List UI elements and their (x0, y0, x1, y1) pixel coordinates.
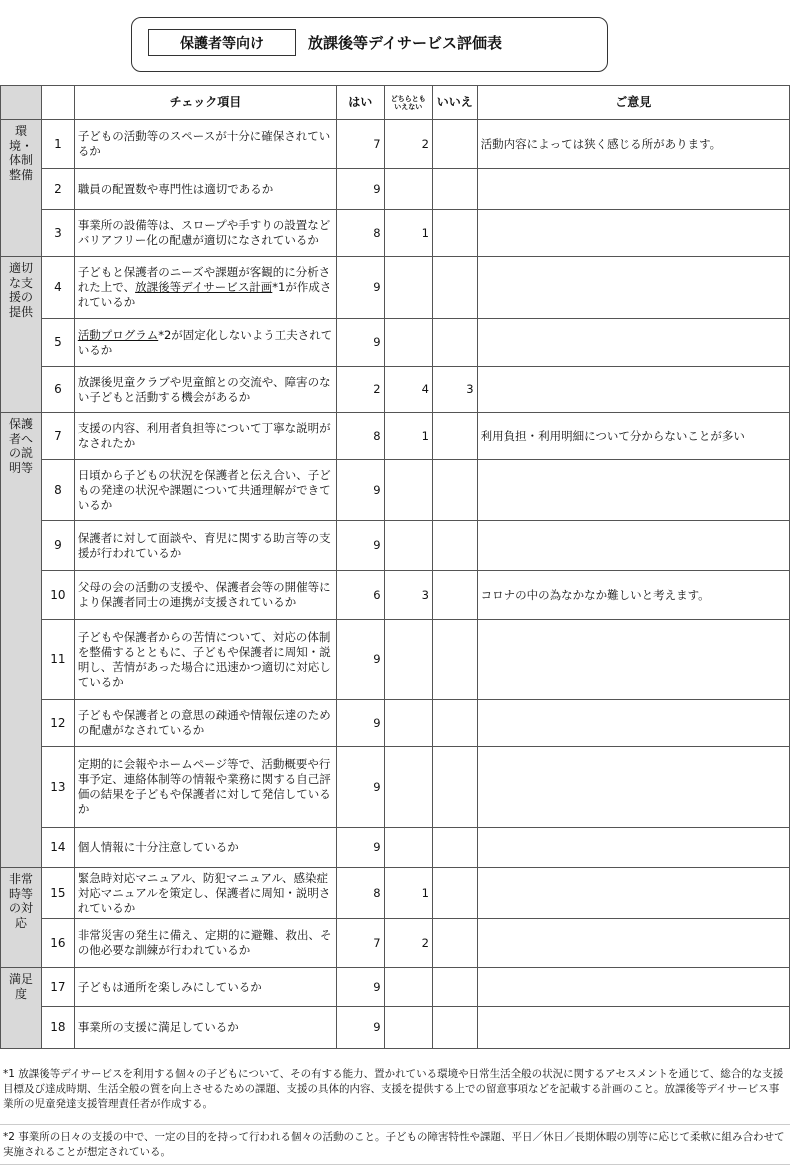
row-number: 5 (42, 319, 75, 367)
neither-count (384, 169, 432, 210)
check-item-text: 子どもの活動等のスペースが十分に確保されているか (74, 120, 336, 169)
opinion-text (477, 1007, 789, 1049)
neither-count (384, 460, 432, 521)
no-count (433, 868, 478, 919)
opinion-text: コロナの中の為なかなか難しいと考えます。 (477, 571, 789, 620)
page-title: 放課後等デイサービス評価表 (308, 34, 502, 52)
row-number: 18 (42, 1007, 75, 1049)
row-number: 9 (42, 521, 75, 571)
table-row (1, 210, 790, 257)
yes-count: 9 (337, 700, 385, 747)
check-item-text: 事業所の支援に満足しているか (74, 1007, 336, 1049)
check-item-text (74, 319, 336, 367)
no-count (433, 210, 478, 257)
row-number: 6 (42, 367, 75, 413)
no-count (433, 1007, 478, 1049)
opinion-text (477, 968, 789, 1007)
evaluation-table (0, 85, 790, 1049)
check-item-text-part: *2が固定化しないよう工夫されているか (77, 327, 333, 357)
no-count: 3 (433, 367, 478, 413)
table-row (1, 521, 790, 571)
check-item-text-part: *1が作成されているか (77, 280, 332, 309)
no-count (433, 747, 478, 828)
footnote-2: *2 事業所の日々の支援の中で、一定の目的を持って行われる個々の活動のこと。子どもの障害特性や課題、平日／休日／長期休暇の別等に応じて柔軟に組み合わせて実施されることが想定されている。 (0, 1125, 790, 1165)
row-number: 11 (42, 620, 75, 700)
yes-count: 9 (337, 460, 385, 521)
yes-count: 9 (337, 968, 385, 1007)
table-row (1, 868, 790, 919)
table-row (1, 571, 790, 620)
check-item-text: 保護者に対して面談や、育児に関する助言等の支援が行われているか (74, 521, 336, 571)
category-header (1, 86, 42, 120)
check-item-text: 非常災害の発生に備え、定期的に避難、救出、その他必要な訓練が行われているか (74, 919, 336, 968)
table-row (1, 120, 790, 169)
yes-count: 9 (337, 521, 385, 571)
no-count (433, 169, 478, 210)
no-count (433, 828, 478, 868)
category-label: 保護者への説明等 (1, 413, 42, 868)
row-number: 10 (42, 571, 75, 620)
opinion-text (477, 919, 789, 968)
neither-count: 3 (384, 571, 432, 620)
yes-count: 9 (337, 747, 385, 828)
yes-count: 9 (337, 169, 385, 210)
yes-count: 7 (337, 120, 385, 169)
opinion-text (477, 747, 789, 828)
row-number: 8 (42, 460, 75, 521)
yes-count: 7 (337, 919, 385, 968)
opinion-header: ご意見 (477, 86, 789, 120)
footnote-1: *1 放課後等デイサービスを利用する個々の子どもについて、その有する能力、置かれている環境や日常生活全般の状況に関するアセスメントを通じて、総合的な支援目標及び達成時期、生活全般の質を向上させるための課題、支援の具体的内容、支援を提供する上での留意事項などを記載する計画のこと。放課後等デイサービス事業所の児童発達支援管理責任者が作成する。 (0, 1062, 790, 1125)
opinion-text: 活動内容によっては狭く感じる所があります。 (477, 120, 789, 169)
audience-badge: 保護者等向け (148, 29, 296, 56)
yes-header: はい (337, 86, 385, 120)
neither-count (384, 700, 432, 747)
category-label: 満足度 (1, 968, 42, 1049)
table-row (1, 700, 790, 747)
no-count (433, 700, 478, 747)
opinion-text (477, 521, 789, 571)
table-row (1, 620, 790, 700)
check-item-header: チェック項目 (74, 86, 336, 120)
neither-count: 1 (384, 413, 432, 460)
table-row (1, 169, 790, 210)
check-item-text: 日頃から子どもの状況を保護者と伝え合い、子どもの発達の状況や課題について共通理解ができているか (74, 460, 336, 521)
opinion-text (477, 868, 789, 919)
opinion-text (477, 367, 789, 413)
table-row (1, 828, 790, 868)
check-item-text: 事業所の設備等は、スロープや手すりの設置などバリアフリー化の配慮が適切になされているか (74, 210, 336, 257)
row-number: 17 (42, 968, 75, 1007)
check-item-text: 子どもや保護者からの苦情について、対応の体制を整備するとともに、子どもや保護者に周知・説明し、苦情があった場合に迅速かつ適切に対応しているか (74, 620, 336, 700)
neither-count (384, 521, 432, 571)
neither-count (384, 747, 432, 828)
neither-count (384, 319, 432, 367)
row-number: 3 (42, 210, 75, 257)
opinion-text: 利用負担・利用明細について分からないことが多い (477, 413, 789, 460)
check-item-text: 緊急時対応マニュアル、防犯マニュアル、感染症対応マニュアルを策定し、保護者に周知・説明されているか (74, 868, 336, 919)
category-label: 非常時等の対応 (1, 868, 42, 968)
table-row (1, 1007, 790, 1049)
table-row (1, 413, 790, 460)
neither-count (384, 828, 432, 868)
yes-count: 8 (337, 868, 385, 919)
check-item-text: 放課後児童クラブや児童館との交流や、障害のない子どもと活動する機会があるか (74, 367, 336, 413)
opinion-text (477, 169, 789, 210)
footnotes (0, 1062, 790, 1165)
no-count (433, 919, 478, 968)
row-number: 15 (42, 868, 75, 919)
table-row (1, 319, 790, 367)
no-header: いいえ (433, 86, 478, 120)
no-count (433, 460, 478, 521)
check-item-text: 職員の配置数や専門性は適切であるか (74, 169, 336, 210)
defined-term: 放課後等デイサービス計画 (135, 280, 273, 294)
row-number: 1 (42, 120, 75, 169)
no-count (433, 413, 478, 460)
yes-count: 8 (337, 413, 385, 460)
neither-count: 2 (384, 919, 432, 968)
table-row (1, 257, 790, 319)
neither-count (384, 620, 432, 700)
opinion-text (477, 460, 789, 521)
row-number: 14 (42, 828, 75, 868)
defined-term: 活動プログラム (77, 327, 159, 342)
neither-count (384, 968, 432, 1007)
neither-count (384, 257, 432, 319)
yes-count: 9 (337, 1007, 385, 1049)
table-row (1, 968, 790, 1007)
opinion-text (477, 319, 789, 367)
check-item-text: 子どもは通所を楽しみにしているか (74, 968, 336, 1007)
yes-count: 9 (337, 319, 385, 367)
check-item-text-part: 子どもと保護者のニーズや課題が客観的に分析された上で、 (77, 265, 331, 294)
neither-count: 1 (384, 210, 432, 257)
yes-count: 8 (337, 210, 385, 257)
check-item-text: 父母の会の活動の支援や、保護者会等の開催等により保護者同士の連携が支援されているか (74, 571, 336, 620)
table-row (1, 367, 790, 413)
check-item-text: 子どもや保護者との意思の疎通や情報伝達のための配慮がなされているか (74, 700, 336, 747)
table-row (1, 919, 790, 968)
yes-count: 9 (337, 257, 385, 319)
neither-header: どちらとも いえない (384, 86, 432, 120)
opinion-text (477, 620, 789, 700)
opinion-text (477, 257, 789, 319)
row-number: 4 (42, 257, 75, 319)
table-row (1, 460, 790, 521)
row-number: 13 (42, 747, 75, 828)
category-label: 適切な支援の提供 (1, 257, 42, 413)
no-count (433, 968, 478, 1007)
yes-count: 2 (337, 367, 385, 413)
neither-count: 2 (384, 120, 432, 169)
neither-count: 1 (384, 868, 432, 919)
table-header-row (1, 86, 790, 120)
no-count (433, 521, 478, 571)
row-number: 12 (42, 700, 75, 747)
opinion-text (477, 210, 789, 257)
yes-count: 6 (337, 571, 385, 620)
yes-count: 9 (337, 828, 385, 868)
row-number: 2 (42, 169, 75, 210)
no-count (433, 571, 478, 620)
row-number: 16 (42, 919, 75, 968)
category-label: 環境・体制整備 (1, 120, 42, 257)
no-count (433, 257, 478, 319)
check-item-text: 定期的に会報やホームページ等で、活動概要や行事予定、連絡体制等の情報や業務に関する自己評価の結果を子どもや保護者に対して発信しているか (74, 747, 336, 828)
no-count (433, 620, 478, 700)
row-number: 7 (42, 413, 75, 460)
table-row (1, 747, 790, 828)
yes-count: 9 (337, 620, 385, 700)
check-item-text: 個人情報に十分注意しているか (74, 828, 336, 868)
no-count (433, 120, 478, 169)
neither-count: 4 (384, 367, 432, 413)
no-count (433, 319, 478, 367)
check-item-text (74, 257, 336, 319)
number-header (42, 86, 75, 120)
neither-count (384, 1007, 432, 1049)
opinion-text (477, 700, 789, 747)
check-item-text: 支援の内容、利用者負担等について丁寧な説明がなされたか (74, 413, 336, 460)
opinion-text (477, 828, 789, 868)
